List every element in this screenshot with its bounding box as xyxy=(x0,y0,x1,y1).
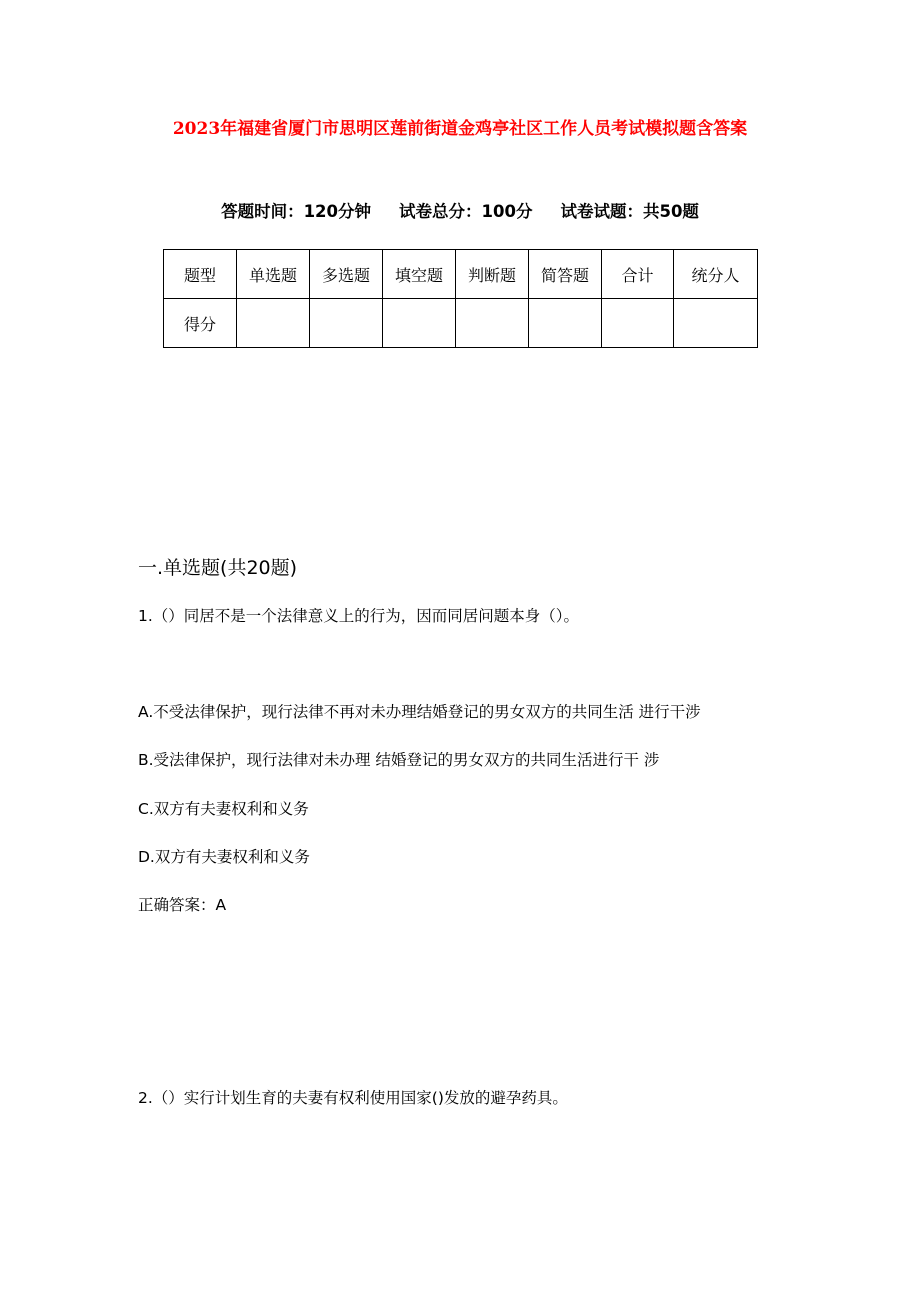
score-cell xyxy=(529,299,602,348)
question-stem: 1.（）同居不是一个法律意义上的行为，因而同居问题本身（）。 xyxy=(138,607,580,625)
header-cell: 填空题 xyxy=(383,250,456,299)
score-table-header-row xyxy=(164,250,758,299)
section-heading: 一.单选题(共20题) xyxy=(138,557,298,579)
correct-answer: 正确答案：A xyxy=(138,896,227,914)
row-label: 得分 xyxy=(164,299,237,348)
score-cell xyxy=(674,299,758,348)
exam-total-score: 试卷总分：100分 xyxy=(399,202,533,221)
question-stem: 2.（）实行计划生育的夫妻有权利使用国家()发放的避孕药具。 xyxy=(138,1089,568,1107)
document-title: 2023年福建省厦门市思明区莲前街道金鸡亭社区工作人员考试模拟题含答案 xyxy=(172,119,748,139)
header-cell: 题型 xyxy=(164,250,237,299)
score-cell xyxy=(456,299,529,348)
header-cell: 判断题 xyxy=(456,250,529,299)
header-cell: 简答题 xyxy=(529,250,602,299)
score-table-row xyxy=(164,299,758,348)
score-cell xyxy=(602,299,674,348)
header-cell: 合计 xyxy=(602,250,674,299)
score-table xyxy=(163,249,758,348)
option-b: B.受法律保护，现行法律对未办理 结婚登记的男女双方的共同生活进行干 涉 xyxy=(138,751,660,769)
score-cell xyxy=(310,299,383,348)
score-cell xyxy=(237,299,310,348)
exam-time: 答题时间：120分钟 xyxy=(221,202,372,221)
option-d: D.双方有夫妻权利和义务 xyxy=(138,848,310,866)
header-cell: 统分人 xyxy=(674,250,758,299)
exam-question-count: 试卷试题：共50题 xyxy=(560,202,699,221)
header-cell: 单选题 xyxy=(237,250,310,299)
exam-info xyxy=(0,198,920,222)
header-cell: 多选题 xyxy=(310,250,383,299)
option-c: C.双方有夫妻权利和义务 xyxy=(138,800,309,818)
option-a: A.不受法律保护，现行法律不再对未办理结婚登记的男女双方的共同生活 进行干涉 xyxy=(138,703,701,721)
score-cell xyxy=(383,299,456,348)
